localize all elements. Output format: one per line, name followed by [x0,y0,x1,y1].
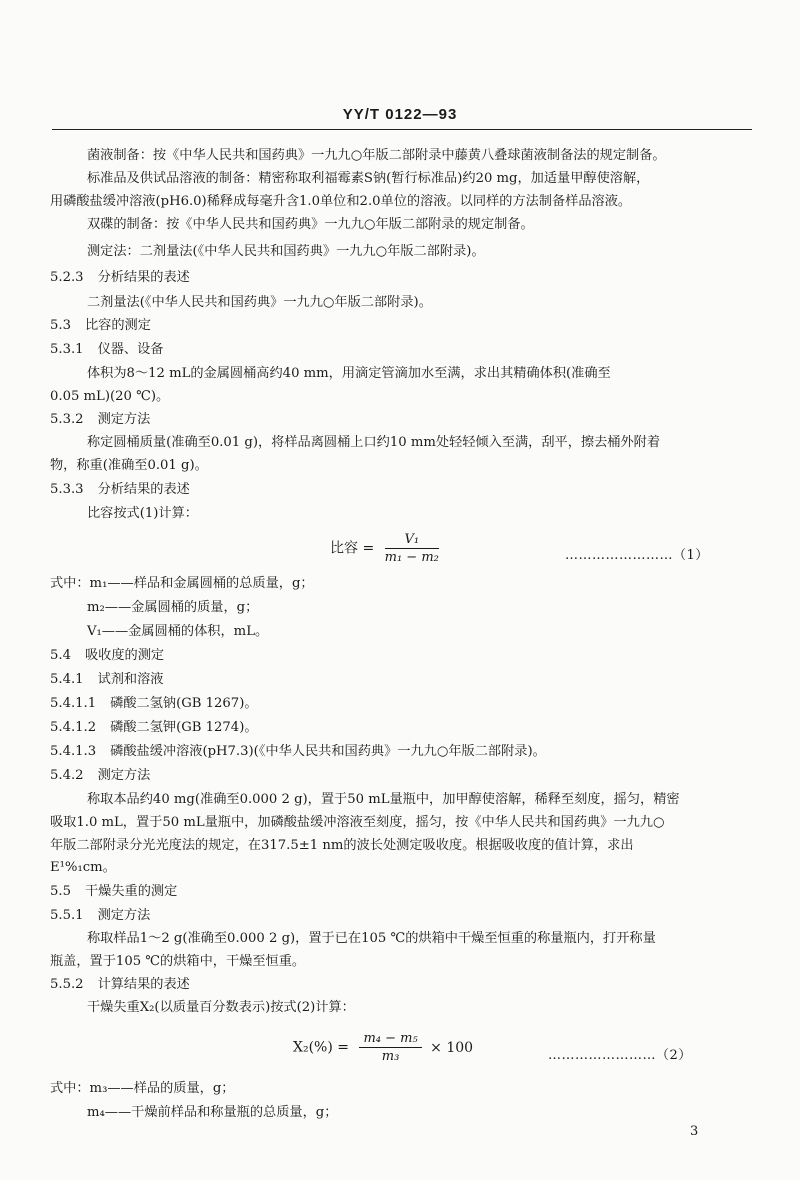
line-text: 双碟的制备：按《中华人民共和国药典》一九九○年版二部附录的规定制备。 [87,217,534,232]
section-heading [50,694,258,714]
line-text: 0.05 mL)(20 ℃)。 [50,389,170,404]
section-title: 吸收度的测定 [84,648,165,663]
text-line [87,242,485,262]
section-title: 仪器、设备 [97,342,164,357]
section-title: 测定方法 [97,412,151,427]
section-number: 5.4.2 [50,768,84,783]
formula-1-denominator: m₁ − m₂ [384,550,439,565]
text-line [87,504,198,524]
section-title: 测定方法 [97,768,151,783]
line-text: E¹%₁cm。 [50,860,116,875]
section-title: 计算结果的表述 [97,977,190,992]
text-line [50,836,634,856]
text-line [87,146,666,166]
section-heading [50,646,164,666]
section-number: 5.5.1 [50,908,84,923]
formula-1 [330,532,439,565]
formula-2-tail: × 100 [430,1039,474,1056]
section-number: 5.4.1.1 [50,696,97,711]
line-text: m₂——金属圆桶的质量，g； [87,600,259,615]
text-line [50,952,305,972]
section-heading [50,766,150,786]
formula-2-fraction [359,1031,421,1064]
line-text: 式中：m₃——样品的质量，g； [50,1081,235,1096]
text-line [87,998,355,1018]
text-line [50,574,314,594]
section-number: 5.3.1 [50,342,84,357]
text-line [50,456,208,476]
formula-1-leader: ……………………（1） [565,548,709,563]
section-heading [50,742,546,762]
text-line [87,433,660,453]
section-heading [50,906,150,926]
line-text: m₄——干燥前样品和称量瓶的总质量，g； [87,1105,338,1120]
text-line [50,813,664,833]
line-text: 称取样品1～2 g(准确至0.000 2 g)，置于已在105 ℃的烘箱中干燥至恒重的称量瓶内，打开称量 [87,931,656,946]
text-line [87,790,680,810]
text-line [87,169,649,189]
section-heading [50,410,150,430]
section-number: 5.5 [50,884,71,899]
section-heading [50,340,164,360]
text-line [87,1103,337,1123]
section-number: 5.4 [50,648,71,663]
section-number: 5.3.3 [50,482,84,497]
text-line [87,364,611,384]
section-number: 5.2.3 [50,270,84,285]
section-number: 5.3 [50,318,71,333]
formula-1-fraction [385,532,439,565]
formula-2-leader: ……………………（2） [548,1048,692,1063]
header-rule [52,129,752,130]
standard-code-header: YY/T 0122—93 [342,106,458,123]
page-number: 3 [690,1124,699,1139]
line-text: 称定圆桶质量(准确至0.01 g)，将样品离圆桶上口约10 mm处轻轻倾入至满，刮平，擦去桶外附着 [87,435,661,450]
section-heading [50,882,177,902]
text-line [87,293,432,313]
line-text: 标准品及供试品溶液的制备：精密称取利福霉素S钠(暂行标准品)约20 mg，加适量甲醇使溶解， [87,171,650,186]
section-heading [50,268,190,288]
line-text: 吸取1.0 mL，置于50 mL量瓶中，加磷酸盐缓冲溶液至刻度，摇匀，按《中华人民共和国药典》一九九○ [50,815,665,830]
line-text: 年版二部附录分光光度法的规定，在317.5±1 nm的波长处测定吸收度。根据吸收度的值计算，求出 [50,838,634,853]
section-number: 5.4.1.2 [50,720,97,735]
line-text: 物，称重(准确至0.01 g)。 [50,458,208,473]
section-title: 磷酸二氢钠(GB 1267)。 [110,696,258,711]
section-title: 磷酸二氢钾(GB 1274)。 [110,720,258,735]
formula-1-lhs: 比容 = [330,540,375,557]
section-heading [50,718,258,738]
section-title: 磷酸盐缓冲溶液(pH7.3)(《中华人民共和国药典》一九九○年版二部附录)。 [110,744,546,759]
text-line [50,387,169,407]
section-heading [50,975,190,995]
line-text: 二剂量法(《中华人民共和国药典》一九九○年版二部附录)。 [87,295,432,310]
text-line [87,929,656,949]
formula-2-denominator: m₃ [381,1049,400,1064]
section-title: 干燥失重的测定 [84,884,178,899]
section-number: 5.3.2 [50,412,84,427]
formula-2 [293,1031,473,1064]
text-line [50,192,631,212]
line-text: 比容按式(1)计算： [87,506,198,521]
formula-1-numerator: V₁ [385,532,439,549]
text-line [87,215,534,235]
text-line [50,858,116,878]
section-title: 测定方法 [97,908,151,923]
section-title: 比容的测定 [84,318,151,333]
section-title: 试剂和溶液 [97,672,164,687]
text-line [87,622,268,642]
section-title: 分析结果的表述 [97,482,190,497]
line-text: 干燥失重X₂(以质量百分数表示)按式(2)计算： [87,1000,355,1015]
section-number: 5.4.1.3 [50,744,97,759]
text-line [87,598,258,618]
formula-2-numerator: m₄ − m₅ [359,1031,421,1048]
section-title: 分析结果的表述 [97,270,190,285]
line-text: 菌液制备：按《中华人民共和国药典》一九九○年版二部附录中藤黄八叠球菌液制备法的规定制备。 [87,148,666,163]
formula-2-lhs: X₂(%) = [293,1039,349,1056]
section-number: 5.4.1 [50,672,84,687]
line-text: 体积为8～12 mL的金属圆桶高约40 mm，用滴定管滴加水至满，求出其精确体积(准确至 [87,366,611,381]
section-heading [50,670,164,690]
text-line [50,1079,234,1099]
line-text: 式中：m₁——样品和金属圆桶的总质量，g； [50,576,314,591]
line-text: 测定法：二剂量法(《中华人民共和国药典》一九九○年版二部附录)。 [87,244,485,259]
line-text: V₁——金属圆桶的体积，mL。 [87,624,269,639]
line-text: 用磷酸盐缓冲溶液(pH6.0)稀释成每毫升含1.0单位和2.0单位的溶液。以同样的方法制备样品溶液。 [50,194,632,209]
section-heading [50,480,190,500]
line-text: 瓶盖，置于105 ℃的烘箱中，干燥至恒重。 [50,954,306,969]
line-text: 称取本品约40 mg(准确至0.000 2 g)，置于50 mL量瓶中，加甲醇使溶解，稀释至刻度，摇匀，精密 [87,792,680,807]
section-number: 5.5.2 [50,977,84,992]
section-heading [50,316,151,336]
